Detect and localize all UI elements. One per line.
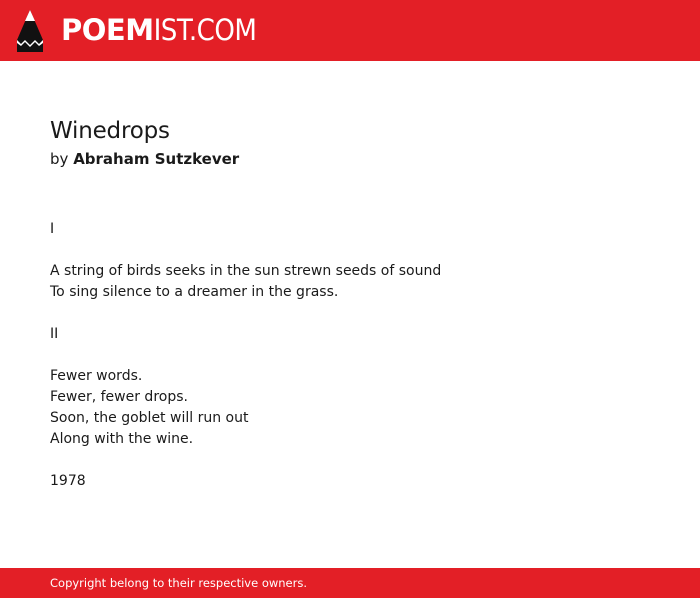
poem-title: Winedrops	[50, 118, 170, 144]
site-header	[0, 0, 700, 61]
poem-year: 1978	[50, 473, 86, 489]
stanza-gap	[50, 345, 650, 366]
poem-line: A string of birds seeks in the sun strewn seeds of sound	[50, 263, 442, 279]
poem-line: Fewer words.	[50, 368, 143, 384]
poem-content	[50, 113, 650, 492]
stanza-gap	[50, 303, 650, 324]
logo-text-light: IST.COM	[153, 13, 257, 47]
poem-author[interactable]: Abraham Sutzkever	[73, 150, 240, 168]
poem-line: Along with the wine.	[50, 431, 194, 447]
poem-body	[50, 219, 650, 492]
poem-line: Soon, the goblet will run out	[50, 410, 249, 426]
site-footer	[0, 568, 700, 598]
stanza-gap	[50, 240, 650, 261]
stanza-heading-2: II	[50, 326, 59, 342]
poem-line: Fewer, fewer drops.	[50, 389, 188, 405]
poem-line: To sing silence to a dreamer in the grass.	[50, 284, 339, 300]
poem-byline	[50, 149, 650, 169]
pencil-tip-icon	[17, 10, 43, 52]
stanza-gap	[50, 450, 650, 471]
site-logo-text	[61, 0, 256, 61]
footer-copyright: Copyright belong to their respective owners.	[50, 576, 308, 590]
byline-prefix: by	[50, 150, 69, 168]
stanza-heading-1: I	[50, 221, 55, 237]
logo-text-bold: POEM	[61, 13, 154, 47]
site-logo-link[interactable]	[0, 0, 256, 61]
